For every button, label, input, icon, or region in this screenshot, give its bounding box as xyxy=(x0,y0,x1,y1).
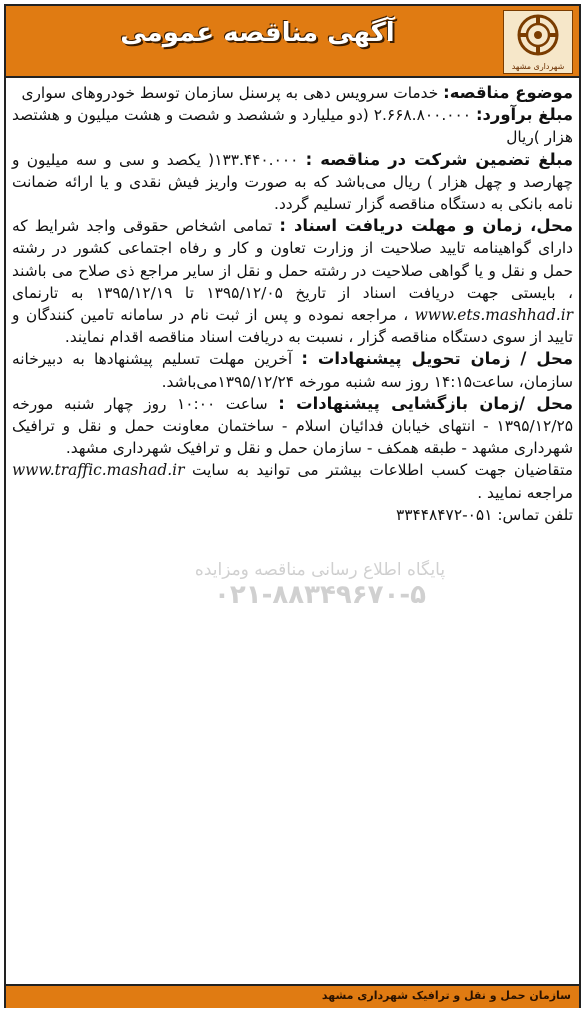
info-url-link[interactable]: www.traffic.mashad.ir xyxy=(12,461,185,480)
documents-label: محل، زمان و مهلت دریافت اسناد : xyxy=(279,216,573,236)
logo-caption: شهرداری مشهد xyxy=(511,62,565,71)
opening-label: محل /زمان بازگشایی پیشنهادات : xyxy=(278,393,573,413)
subject-value: خدمات سرویس دهی به پرسنل سازمان توسط خودروهای سواری xyxy=(21,84,439,102)
documents-value-cont: ، مراجعه نموده و پس از ثبت نام در سامانه تامین کنندگان و تایید از سوی دستگاه مناقصه گزار ، نسبت به دریافت اسناد مناقصه اقدام نمایند. xyxy=(12,306,573,347)
documents-value: تمامی اشخاص حقوقی واجد شرایط که دارای گواهینامه تایید صلاحیت از وزارت تعاون و کار و رفاه اجتماعی کشور در رشته حمل و نقل و یا گواهی صلاحیت در رشته حمل و نقل از سایر مراجع ذی صلاح می باشند ، بایستی جهت دریافت اسناد از تاریخ ۱۳۹۵/۱۲/۰۵ تا ۱۳۹۵/۱۲/۱۹ به تارنمای xyxy=(12,217,573,302)
opening-paragraph xyxy=(12,393,573,460)
phone-value: ۰۵۱-۳۳۴۴۸۴۷۲ xyxy=(395,505,493,524)
documents-url-link[interactable]: www.ets.mashhad.ir xyxy=(414,306,573,325)
opening-value: ساعت ۱۰:۰۰ روز چهار شنبه مورخه ۱۳۹۵/۱۲/۲۵ - انتهای خیابان فدائیان اسلام - ساختمان معاونت حمل و نقل و ترافیک شهرداری مشهد - طبقه همکف - سازمان حمل و نقل و ترافیک شهرداری مشهد. xyxy=(12,394,573,458)
notice-body xyxy=(12,82,573,982)
info-value: متقاضیان جهت کسب اطلاعات بیشتر می توانید به سایت xyxy=(191,461,573,480)
estimate-label: مبلغ برآورد: xyxy=(475,105,573,125)
estimate-value: ۲.۶۶۸.۸۰۰.۰۰۰ (دو میلیارد و ششصد و شصت و هشت میلیون و هشتصد هزار )ریال xyxy=(12,106,573,147)
delivery-value: آخرین مهلت تسلیم پیشنهادها به دبیرخانه سازمان، ساعت۱۴:۱۵ روز سه شنبه مورخه ۱۳۹۵/۱۲/۲۴می‌باشد. xyxy=(12,350,573,391)
info-paragraph xyxy=(12,459,573,503)
subject-paragraph xyxy=(12,82,573,104)
municipality-logo xyxy=(503,10,573,74)
notice-header xyxy=(6,6,579,78)
footer-text: سازمان حمل و نقل و ترافیک شهرداری مشهد xyxy=(321,989,571,1002)
logo-emblem-icon xyxy=(516,13,560,57)
estimate-paragraph xyxy=(12,104,573,148)
info-value-cont: مراجعه نمایید . xyxy=(477,483,573,502)
guarantee-label: مبلغ تضمین شرکت در مناقصه : xyxy=(305,149,573,169)
watermark-line1: پایگاه اطلاع رسانی مناقصه ومزایده xyxy=(194,560,446,580)
phone-paragraph xyxy=(12,504,573,526)
guarantee-paragraph xyxy=(12,149,573,216)
notice-footer xyxy=(6,984,579,1008)
subject-label: موضوع مناقصه: xyxy=(443,83,573,102)
documents-paragraph xyxy=(12,215,573,348)
delivery-paragraph xyxy=(12,348,573,392)
delivery-label: محل / زمان تحویل پیشنهادات : xyxy=(301,349,573,369)
watermark-line2: ۰۲۱-۸۸۳۴۹۶۷۰-۵ xyxy=(213,580,426,610)
phone-label: تلفن تماس: xyxy=(497,505,573,524)
notice-title: آگهی مناقصه عمومی xyxy=(120,18,395,48)
guarantee-value: ۱۳۳.۴۴۰.۰۰۰( یکصد و سی و سه میلیون و چهارصد و چهل هزار ) ریال می‌باشد که به صورت واریز فیش نقدی و یا ارائه ضمانت نامه بانکی به دستگاه مناقصه گزار تسلیم گردد. xyxy=(12,150,573,214)
